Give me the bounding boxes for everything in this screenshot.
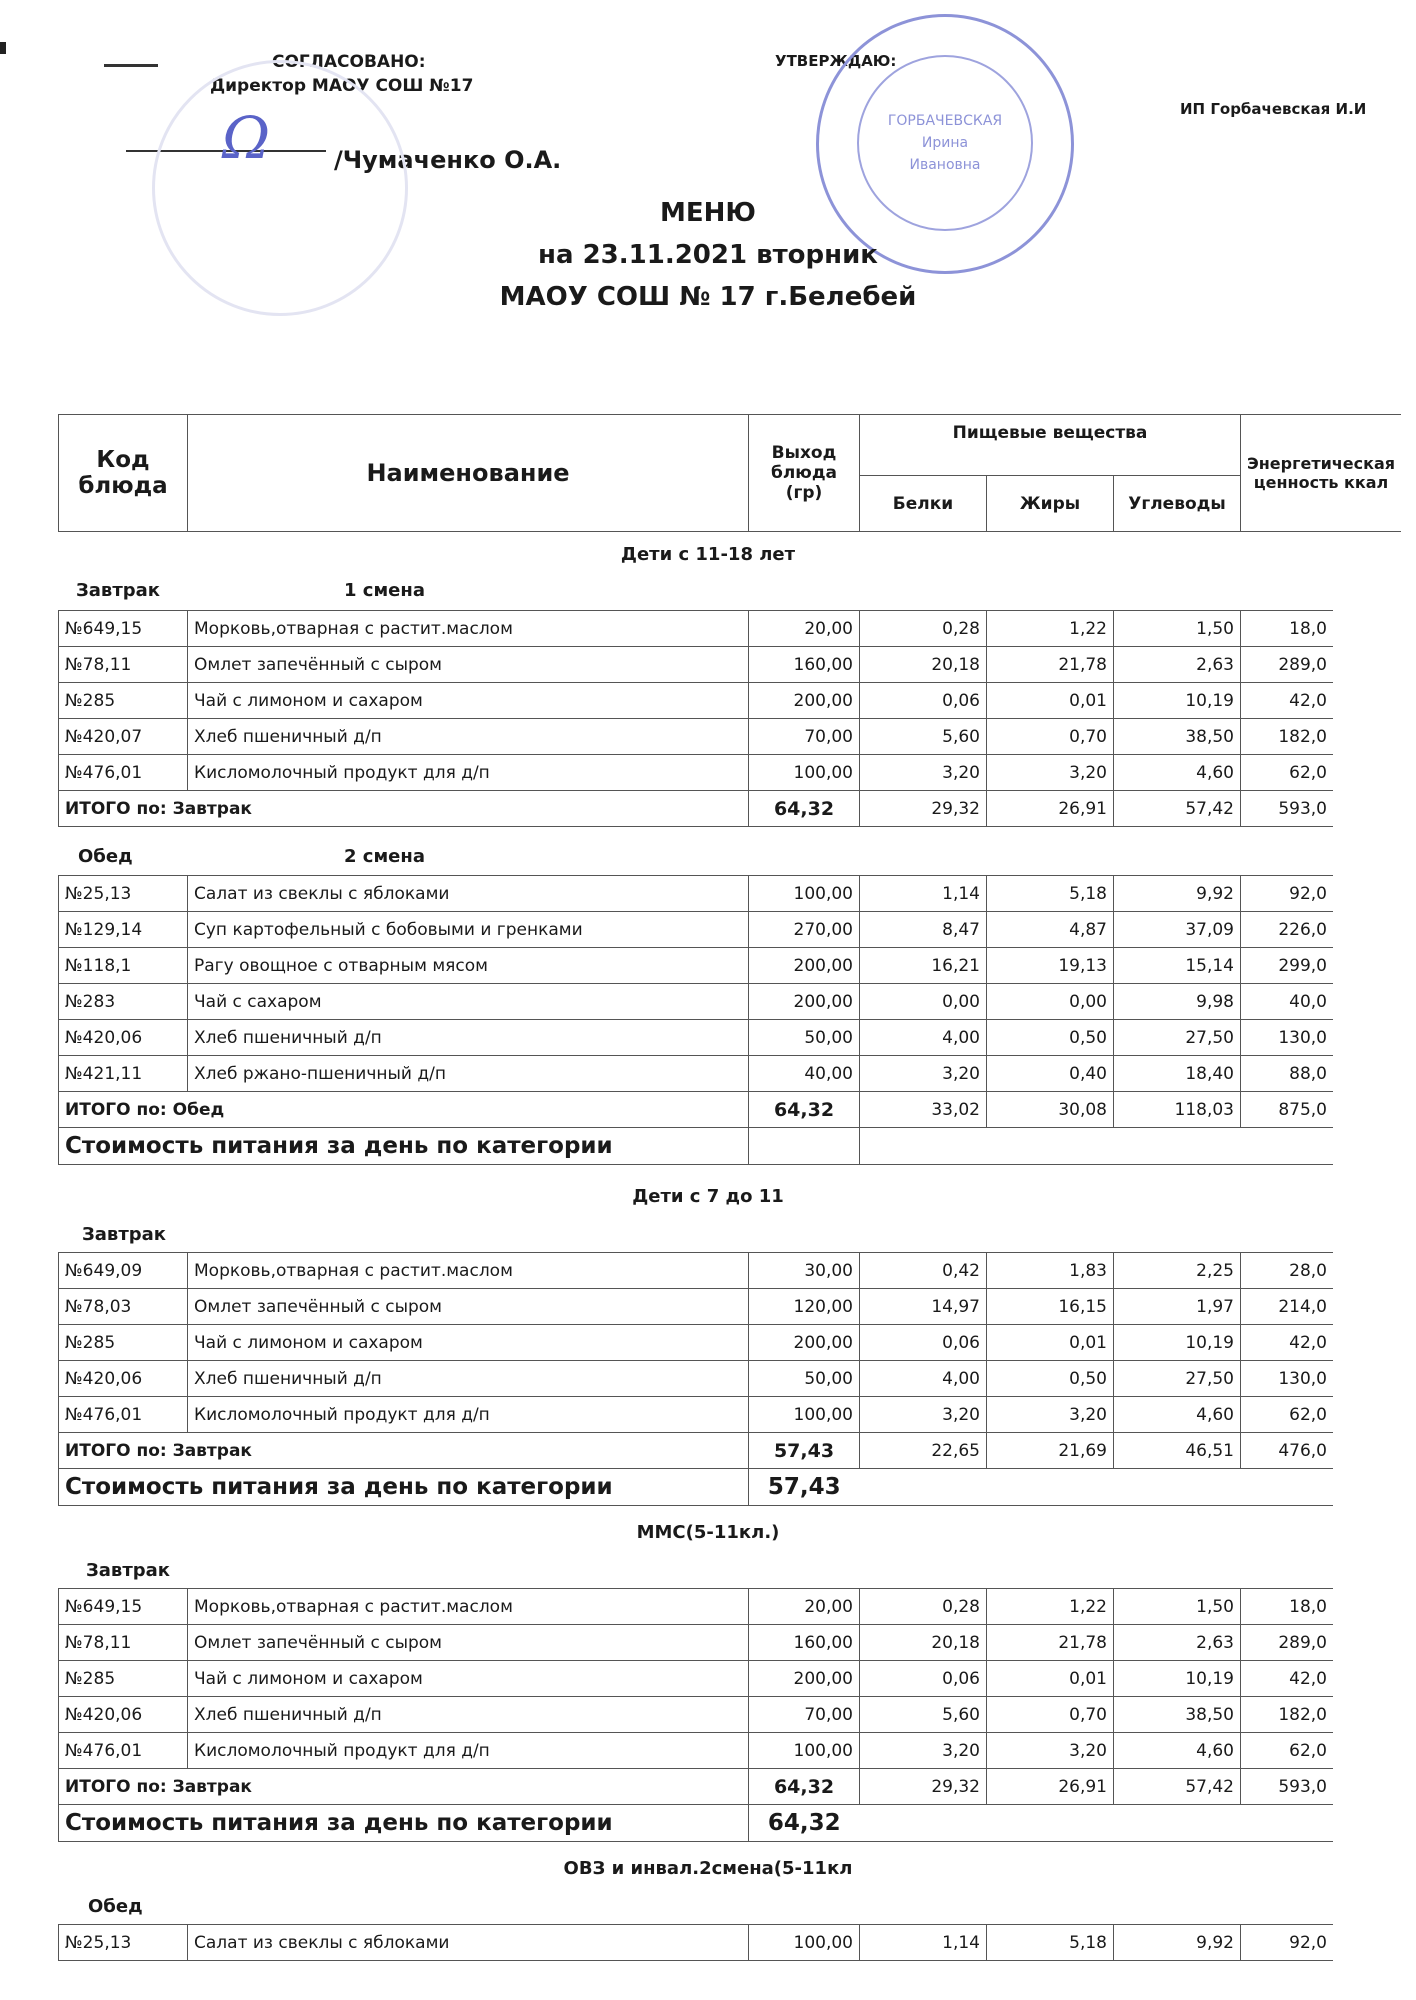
cell-output: 160,00 <box>749 647 860 683</box>
cell-carbs: 1,97 <box>1114 1289 1241 1325</box>
cell-name: Хлеб пшеничный д/п <box>188 1020 749 1056</box>
total-label: ИТОГО по: Завтрак <box>59 1433 749 1469</box>
cell-output: 50,00 <box>749 1020 860 1056</box>
cell-fat: 0,01 <box>987 683 1114 719</box>
stamp-line-2: Ирина <box>921 135 969 151</box>
cell-energy: 92,0 <box>1241 876 1334 912</box>
cost-label: Стоимость питания за день по категории <box>59 1469 749 1506</box>
total-carbs: 57,42 <box>1114 1769 1241 1805</box>
meal-shift-2: 2 смена <box>344 846 425 867</box>
cell-code: №78,11 <box>59 647 188 683</box>
stamp-line-1: ГОРБАЧЕВСКАЯ <box>887 113 1003 129</box>
cell-name: Кисломолочный продукт для д/п <box>188 1733 749 1769</box>
table-row <box>59 1056 1334 1092</box>
table-row <box>59 1733 1334 1769</box>
cell-code: №78,11 <box>59 1625 188 1661</box>
cell-code: №476,01 <box>59 1733 188 1769</box>
col-carbs: Углеводы <box>1114 476 1241 532</box>
total-energy: 593,0 <box>1241 791 1334 827</box>
cost-row <box>59 1128 1334 1165</box>
cell-fat: 3,20 <box>987 1733 1114 1769</box>
cell-name: Кисломолочный продукт для д/п <box>188 1397 749 1433</box>
cell-name: Чай с сахаром <box>188 984 749 1020</box>
cell-fat: 1,22 <box>987 611 1114 647</box>
cell-carbs: 2,63 <box>1114 1625 1241 1661</box>
cell-output: 160,00 <box>749 1625 860 1661</box>
cell-protein: 20,18 <box>860 647 987 683</box>
cell-fat: 0,50 <box>987 1361 1114 1397</box>
cell-output: 30,00 <box>749 1253 860 1289</box>
total-fat: 30,08 <box>987 1092 1114 1128</box>
cell-protein: 0,00 <box>860 984 987 1020</box>
cell-carbs: 1,50 <box>1114 1589 1241 1625</box>
cell-output: 270,00 <box>749 912 860 948</box>
stamp-left-faint <box>152 60 408 316</box>
cell-carbs: 38,50 <box>1114 719 1241 755</box>
section-title-ovz: ОВЗ и инвал.2смена(5-11кл <box>563 1858 853 1879</box>
cell-name: Чай с лимоном и сахаром <box>188 683 749 719</box>
cell-name: Хлеб ржано-пшеничный д/п <box>188 1056 749 1092</box>
cell-code: №285 <box>59 1325 188 1361</box>
table-row <box>59 755 1334 791</box>
cell-fat: 0,50 <box>987 1020 1114 1056</box>
cell-protein: 5,60 <box>860 1697 987 1733</box>
cell-energy: 226,0 <box>1241 912 1334 948</box>
cell-code: №649,15 <box>59 611 188 647</box>
total-row <box>59 1769 1334 1805</box>
cell-protein: 4,00 <box>860 1020 987 1056</box>
cell-energy: 42,0 <box>1241 683 1334 719</box>
cell-carbs: 38,50 <box>1114 1697 1241 1733</box>
cell-fat: 19,13 <box>987 948 1114 984</box>
cell-output: 100,00 <box>749 876 860 912</box>
cell-protein: 20,18 <box>860 1625 987 1661</box>
lunch-table-11-18 <box>58 875 1333 1165</box>
total-output: 64,32 <box>749 1769 860 1805</box>
breakfast-table-mms <box>58 1588 1333 1842</box>
signer-left: /Чумаченко О.А. <box>334 146 562 174</box>
table-row <box>59 984 1334 1020</box>
cell-code: №420,06 <box>59 1020 188 1056</box>
cell-output: 40,00 <box>749 1056 860 1092</box>
cell-energy: 62,0 <box>1241 755 1334 791</box>
cell-fat: 1,22 <box>987 1589 1114 1625</box>
cell-carbs: 4,60 <box>1114 1397 1241 1433</box>
cell-energy: 214,0 <box>1241 1289 1334 1325</box>
cell-protein: 1,14 <box>860 876 987 912</box>
cost-value: 57,43 <box>749 1469 860 1506</box>
total-output: 64,32 <box>749 791 860 827</box>
cell-code: №420,07 <box>59 719 188 755</box>
total-row <box>59 1092 1334 1128</box>
cell-code: №420,06 <box>59 1361 188 1397</box>
cell-code: №78,03 <box>59 1289 188 1325</box>
cell-output: 70,00 <box>749 719 860 755</box>
cell-name: Омлет запечённый с сыром <box>188 1289 749 1325</box>
table-row <box>59 1697 1334 1733</box>
total-label: ИТОГО по: Обед <box>59 1092 749 1128</box>
table-row <box>59 1020 1334 1056</box>
table-row <box>59 719 1334 755</box>
breakfast-table-11-18 <box>58 610 1333 827</box>
approval-left-title: СОГЛАСОВАНО: <box>272 52 426 72</box>
cell-fat: 0,40 <box>987 1056 1114 1092</box>
approval-left-subtitle: Директор МАОУ СОШ №17 <box>210 76 474 96</box>
col-output: Выход блюда (гр) <box>749 415 860 532</box>
cost-row <box>59 1469 1334 1506</box>
doc-title: МЕНЮ <box>660 198 756 228</box>
table-row <box>59 1253 1334 1289</box>
cell-output: 100,00 <box>749 1925 860 1961</box>
meal-label-breakfast-mms: Завтрак <box>86 1560 171 1581</box>
total-label: ИТОГО по: Завтрак <box>59 1769 749 1805</box>
cell-protein: 0,28 <box>860 611 987 647</box>
cell-fat: 4,87 <box>987 912 1114 948</box>
cell-fat: 0,70 <box>987 719 1114 755</box>
cell-protein: 14,97 <box>860 1289 987 1325</box>
table-row <box>59 876 1334 912</box>
cell-name: Чай с лимоном и сахаром <box>188 1325 749 1361</box>
cell-fat: 5,18 <box>987 876 1114 912</box>
total-protein: 29,32 <box>860 1769 987 1805</box>
cost-row <box>59 1805 1334 1842</box>
cell-output: 200,00 <box>749 683 860 719</box>
cell-protein: 0,28 <box>860 1589 987 1625</box>
cell-carbs: 9,92 <box>1114 1925 1241 1961</box>
cell-code: №25,13 <box>59 876 188 912</box>
cell-protein: 4,00 <box>860 1361 987 1397</box>
cell-output: 70,00 <box>749 1697 860 1733</box>
cell-name: Салат из свеклы с яблоками <box>188 1925 749 1961</box>
cell-fat: 21,78 <box>987 647 1114 683</box>
cost-label: Стоимость питания за день по категории <box>59 1805 749 1842</box>
cell-carbs: 10,19 <box>1114 1661 1241 1697</box>
doc-school: МАОУ СОШ № 17 г.Белебей <box>499 282 917 312</box>
cell-energy: 62,0 <box>1241 1397 1334 1433</box>
cell-protein: 3,20 <box>860 755 987 791</box>
cell-protein: 3,20 <box>860 1397 987 1433</box>
cell-energy: 40,0 <box>1241 984 1334 1020</box>
cell-output: 100,00 <box>749 1733 860 1769</box>
col-energy: Энергетическая ценность ккал <box>1241 415 1402 532</box>
col-protein: Белки <box>860 476 987 532</box>
cost-filler <box>860 1469 1334 1506</box>
cell-energy: 130,0 <box>1241 1361 1334 1397</box>
cell-fat: 5,18 <box>987 1925 1114 1961</box>
table-row <box>59 611 1334 647</box>
cell-protein: 16,21 <box>860 948 987 984</box>
cell-carbs: 10,19 <box>1114 683 1241 719</box>
section-title-11-18: Дети с 11-18 лет <box>620 544 796 565</box>
cell-energy: 182,0 <box>1241 719 1334 755</box>
table-row <box>59 1625 1334 1661</box>
total-label: ИТОГО по: Завтрак <box>59 791 749 827</box>
cell-name: Чай с лимоном и сахаром <box>188 1661 749 1697</box>
cell-code: №649,15 <box>59 1589 188 1625</box>
total-protein: 33,02 <box>860 1092 987 1128</box>
cell-fat: 0,01 <box>987 1661 1114 1697</box>
cell-output: 200,00 <box>749 948 860 984</box>
cell-code: №476,01 <box>59 1397 188 1433</box>
cell-energy: 289,0 <box>1241 647 1334 683</box>
cell-protein: 0,42 <box>860 1253 987 1289</box>
cell-output: 20,00 <box>749 611 860 647</box>
cell-code: №285 <box>59 1661 188 1697</box>
cell-output: 200,00 <box>749 1661 860 1697</box>
cell-energy: 18,0 <box>1241 1589 1334 1625</box>
cell-protein: 3,20 <box>860 1056 987 1092</box>
total-carbs: 118,03 <box>1114 1092 1241 1128</box>
cell-output: 100,00 <box>749 755 860 791</box>
total-fat: 26,91 <box>987 791 1114 827</box>
cost-value: 64,32 <box>749 1805 860 1842</box>
cell-carbs: 15,14 <box>1114 948 1241 984</box>
cell-protein: 0,06 <box>860 1661 987 1697</box>
stamp-line-3: Ивановна <box>909 157 981 173</box>
cell-output: 100,00 <box>749 1397 860 1433</box>
col-nutrients: Пищевые вещества <box>860 415 1241 476</box>
cell-code: №118,1 <box>59 948 188 984</box>
cell-name: Кисломолочный продукт для д/п <box>188 755 749 791</box>
cell-protein: 5,60 <box>860 719 987 755</box>
cell-code: №283 <box>59 984 188 1020</box>
meal-label-breakfast-7-11: Завтрак <box>82 1224 167 1245</box>
cell-protein: 0,06 <box>860 683 987 719</box>
cost-value <box>749 1128 860 1165</box>
cell-code: №25,13 <box>59 1925 188 1961</box>
cell-carbs: 2,63 <box>1114 647 1241 683</box>
cell-carbs: 10,19 <box>1114 1325 1241 1361</box>
total-fat: 21,69 <box>987 1433 1114 1469</box>
cell-energy: 28,0 <box>1241 1253 1334 1289</box>
total-output: 64,32 <box>749 1092 860 1128</box>
cell-fat: 0,70 <box>987 1697 1114 1733</box>
cell-carbs: 9,92 <box>1114 876 1241 912</box>
col-fat: Жиры <box>987 476 1114 532</box>
table-row <box>59 1589 1334 1625</box>
cell-carbs: 1,50 <box>1114 611 1241 647</box>
table-row <box>59 1289 1334 1325</box>
cell-energy: 42,0 <box>1241 1661 1334 1697</box>
official-stamp <box>816 14 1074 274</box>
cell-name: Хлеб пшеничный д/п <box>188 1361 749 1397</box>
total-protein: 29,32 <box>860 791 987 827</box>
cell-name: Морковь,отварная с растит.маслом <box>188 611 749 647</box>
cell-energy: 92,0 <box>1241 1925 1334 1961</box>
cell-name: Омлет запечённый с сыром <box>188 1625 749 1661</box>
meal-label-lunch: Обед <box>78 846 133 867</box>
cell-energy: 182,0 <box>1241 1697 1334 1733</box>
meal-label-lunch-ovz: Обед <box>88 1896 143 1917</box>
cell-output: 200,00 <box>749 1325 860 1361</box>
cell-output: 20,00 <box>749 1589 860 1625</box>
cell-code: №476,01 <box>59 755 188 791</box>
total-protein: 22,65 <box>860 1433 987 1469</box>
cell-fat: 1,83 <box>987 1253 1114 1289</box>
approval-right-title: УТВЕРЖДАЮ: <box>775 52 897 70</box>
col-code: Код блюда <box>59 415 188 532</box>
total-carbs: 57,42 <box>1114 791 1241 827</box>
cost-filler <box>860 1805 1334 1842</box>
cell-energy: 88,0 <box>1241 1056 1334 1092</box>
breakfast-table-7-11 <box>58 1252 1333 1506</box>
section-title-7-11: Дети с 7 до 11 <box>632 1186 784 1207</box>
menu-header-table <box>58 414 1401 532</box>
cell-name: Омлет запечённый с сыром <box>188 647 749 683</box>
total-energy: 593,0 <box>1241 1769 1334 1805</box>
cell-name: Рагу овощное с отварным мясом <box>188 948 749 984</box>
total-fat: 26,91 <box>987 1769 1114 1805</box>
cell-carbs: 4,60 <box>1114 1733 1241 1769</box>
cell-name: Суп картофельный с бобовыми и гренками <box>188 912 749 948</box>
cell-carbs: 9,98 <box>1114 984 1241 1020</box>
cell-output: 120,00 <box>749 1289 860 1325</box>
cell-carbs: 27,50 <box>1114 1361 1241 1397</box>
cell-carbs: 2,25 <box>1114 1253 1241 1289</box>
cell-fat: 21,78 <box>987 1625 1114 1661</box>
cell-energy: 299,0 <box>1241 948 1334 984</box>
total-energy: 476,0 <box>1241 1433 1334 1469</box>
cell-carbs: 4,60 <box>1114 755 1241 791</box>
cell-energy: 18,0 <box>1241 611 1334 647</box>
signer-right: ИП Горбачевская И.И <box>1180 100 1367 118</box>
cell-energy: 130,0 <box>1241 1020 1334 1056</box>
cell-energy: 289,0 <box>1241 1625 1334 1661</box>
signature-mark: Ω <box>222 104 271 172</box>
cell-output: 50,00 <box>749 1361 860 1397</box>
cell-fat: 3,20 <box>987 755 1114 791</box>
cell-code: №420,06 <box>59 1697 188 1733</box>
col-name: Наименование <box>188 415 749 532</box>
table-row <box>59 1661 1334 1697</box>
cell-name: Хлеб пшеничный д/п <box>188 719 749 755</box>
lunch-table-ovz <box>58 1924 1333 1961</box>
cell-fat: 3,20 <box>987 1397 1114 1433</box>
edge-mark <box>0 42 6 54</box>
cell-energy: 62,0 <box>1241 1733 1334 1769</box>
cell-fat: 0,00 <box>987 984 1114 1020</box>
cell-code: №129,14 <box>59 912 188 948</box>
cost-filler <box>860 1128 1334 1165</box>
dash-mark <box>104 64 158 67</box>
cell-output: 200,00 <box>749 984 860 1020</box>
cell-code: №285 <box>59 683 188 719</box>
cell-protein: 0,06 <box>860 1325 987 1361</box>
cell-name: Хлеб пшеничный д/п <box>188 1697 749 1733</box>
total-row <box>59 1433 1334 1469</box>
doc-date: на 23.11.2021 вторник <box>538 240 878 270</box>
table-row <box>59 1397 1334 1433</box>
cost-label: Стоимость питания за день по категории <box>59 1128 749 1165</box>
total-energy: 875,0 <box>1241 1092 1334 1128</box>
table-row <box>59 647 1334 683</box>
table-row <box>59 1925 1334 1961</box>
cell-name: Морковь,отварная с растит.маслом <box>188 1253 749 1289</box>
total-row <box>59 791 1334 827</box>
cell-name: Морковь,отварная с растит.маслом <box>188 1589 749 1625</box>
cell-fat: 0,01 <box>987 1325 1114 1361</box>
total-carbs: 46,51 <box>1114 1433 1241 1469</box>
table-row <box>59 683 1334 719</box>
section-title-mms: ММС(5-11кл.) <box>636 1522 780 1543</box>
cell-protein: 8,47 <box>860 912 987 948</box>
table-row <box>59 1325 1334 1361</box>
cell-energy: 42,0 <box>1241 1325 1334 1361</box>
cell-code: №649,09 <box>59 1253 188 1289</box>
cell-carbs: 27,50 <box>1114 1020 1241 1056</box>
table-row <box>59 912 1334 948</box>
cell-protein: 3,20 <box>860 1733 987 1769</box>
total-output: 57,43 <box>749 1433 860 1469</box>
table-row <box>59 1361 1334 1397</box>
cell-code: №421,11 <box>59 1056 188 1092</box>
cell-protein: 1,14 <box>860 1925 987 1961</box>
table-row <box>59 948 1334 984</box>
meal-shift-1: 1 смена <box>344 580 425 601</box>
cell-carbs: 37,09 <box>1114 912 1241 948</box>
cell-carbs: 18,40 <box>1114 1056 1241 1092</box>
cell-name: Салат из свеклы с яблоками <box>188 876 749 912</box>
cell-fat: 16,15 <box>987 1289 1114 1325</box>
meal-label-breakfast: Завтрак <box>76 580 161 601</box>
